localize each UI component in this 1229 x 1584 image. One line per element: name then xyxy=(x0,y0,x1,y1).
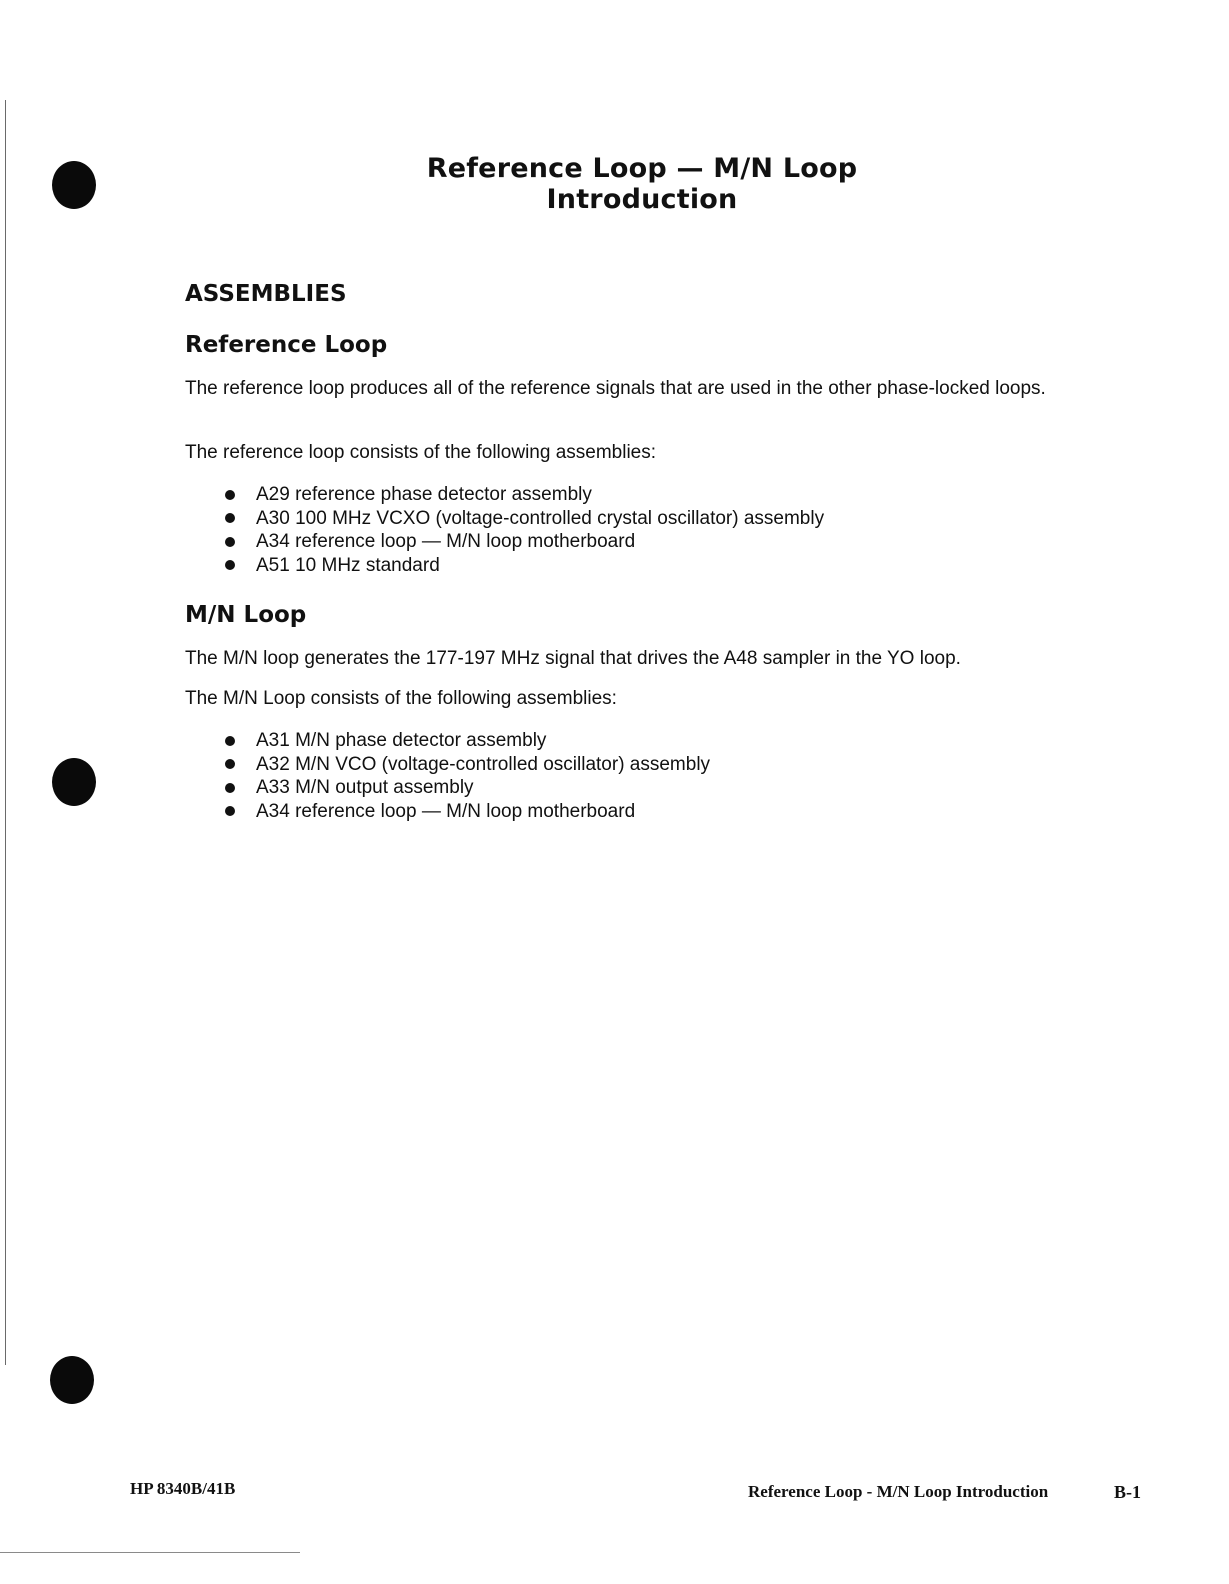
list-item xyxy=(222,800,710,824)
footer-model: HP 8340B/41B xyxy=(130,1479,236,1498)
list-item xyxy=(222,530,824,554)
list-item-label: A29 reference phase detector assembly xyxy=(256,484,592,505)
list-item xyxy=(222,753,710,777)
list-item xyxy=(222,729,710,753)
list-item xyxy=(222,776,710,800)
mn-loop-description: The M/N loop generates the 177-197 MHz signal that drives the A48 sampler in the YO loop. xyxy=(185,648,961,669)
list-item-label: A33 M/N output assembly xyxy=(256,777,474,798)
reference-loop-consists-of: The reference loop consists of the following assemblies: xyxy=(185,442,657,463)
list-item xyxy=(222,507,824,531)
bullet-icon xyxy=(225,759,235,769)
bullet-icon xyxy=(225,513,235,523)
page-title-line-1: Reference Loop — M/N Loop xyxy=(426,153,858,184)
bullet-icon xyxy=(225,537,235,547)
bullet-icon xyxy=(225,736,235,746)
punch-hole-bottom xyxy=(50,1356,94,1404)
list-item-label: A31 M/N phase detector assembly xyxy=(256,730,547,751)
list-item-label: A34 reference loop — M/N loop motherboard xyxy=(256,800,636,822)
list-item-label: A51 10 MHz standard xyxy=(256,554,440,576)
page-title-line-2: Introduction xyxy=(546,184,738,215)
assemblies-heading: ASSEMBLIES xyxy=(185,281,347,307)
list-item-label: A32 M/N VCO (voltage-controlled oscillator) assembly xyxy=(256,753,711,775)
bullet-icon xyxy=(225,783,235,793)
list-item xyxy=(222,483,824,507)
footer-page-number: B-1 xyxy=(1114,1482,1141,1502)
punch-hole-middle xyxy=(52,758,96,806)
footer-section-title: Reference Loop - M/N Loop Introduction xyxy=(748,1482,1049,1501)
bullet-icon xyxy=(225,490,235,500)
bottom-rule xyxy=(0,1552,300,1553)
list-item xyxy=(222,554,824,578)
mn-loop-assembly-list xyxy=(222,729,710,823)
reference-loop-assembly-list xyxy=(222,483,824,577)
mn-loop-consists-of: The M/N Loop consists of the following assemblies: xyxy=(185,688,617,709)
list-item-label: A30 100 MHz VCXO (voltage-controlled crystal oscillator) assembly xyxy=(256,507,825,529)
left-margin-line xyxy=(5,100,6,1365)
list-item-label: A34 reference loop — M/N loop motherboard xyxy=(256,531,636,552)
bullet-icon xyxy=(225,560,235,570)
reference-loop-heading: Reference Loop xyxy=(185,332,388,358)
reference-loop-description: The reference loop produces all of the reference signals that are used in the other phase-locked loops. xyxy=(185,378,1046,399)
bullet-icon xyxy=(225,806,235,816)
mn-loop-heading: M/N Loop xyxy=(185,602,307,628)
